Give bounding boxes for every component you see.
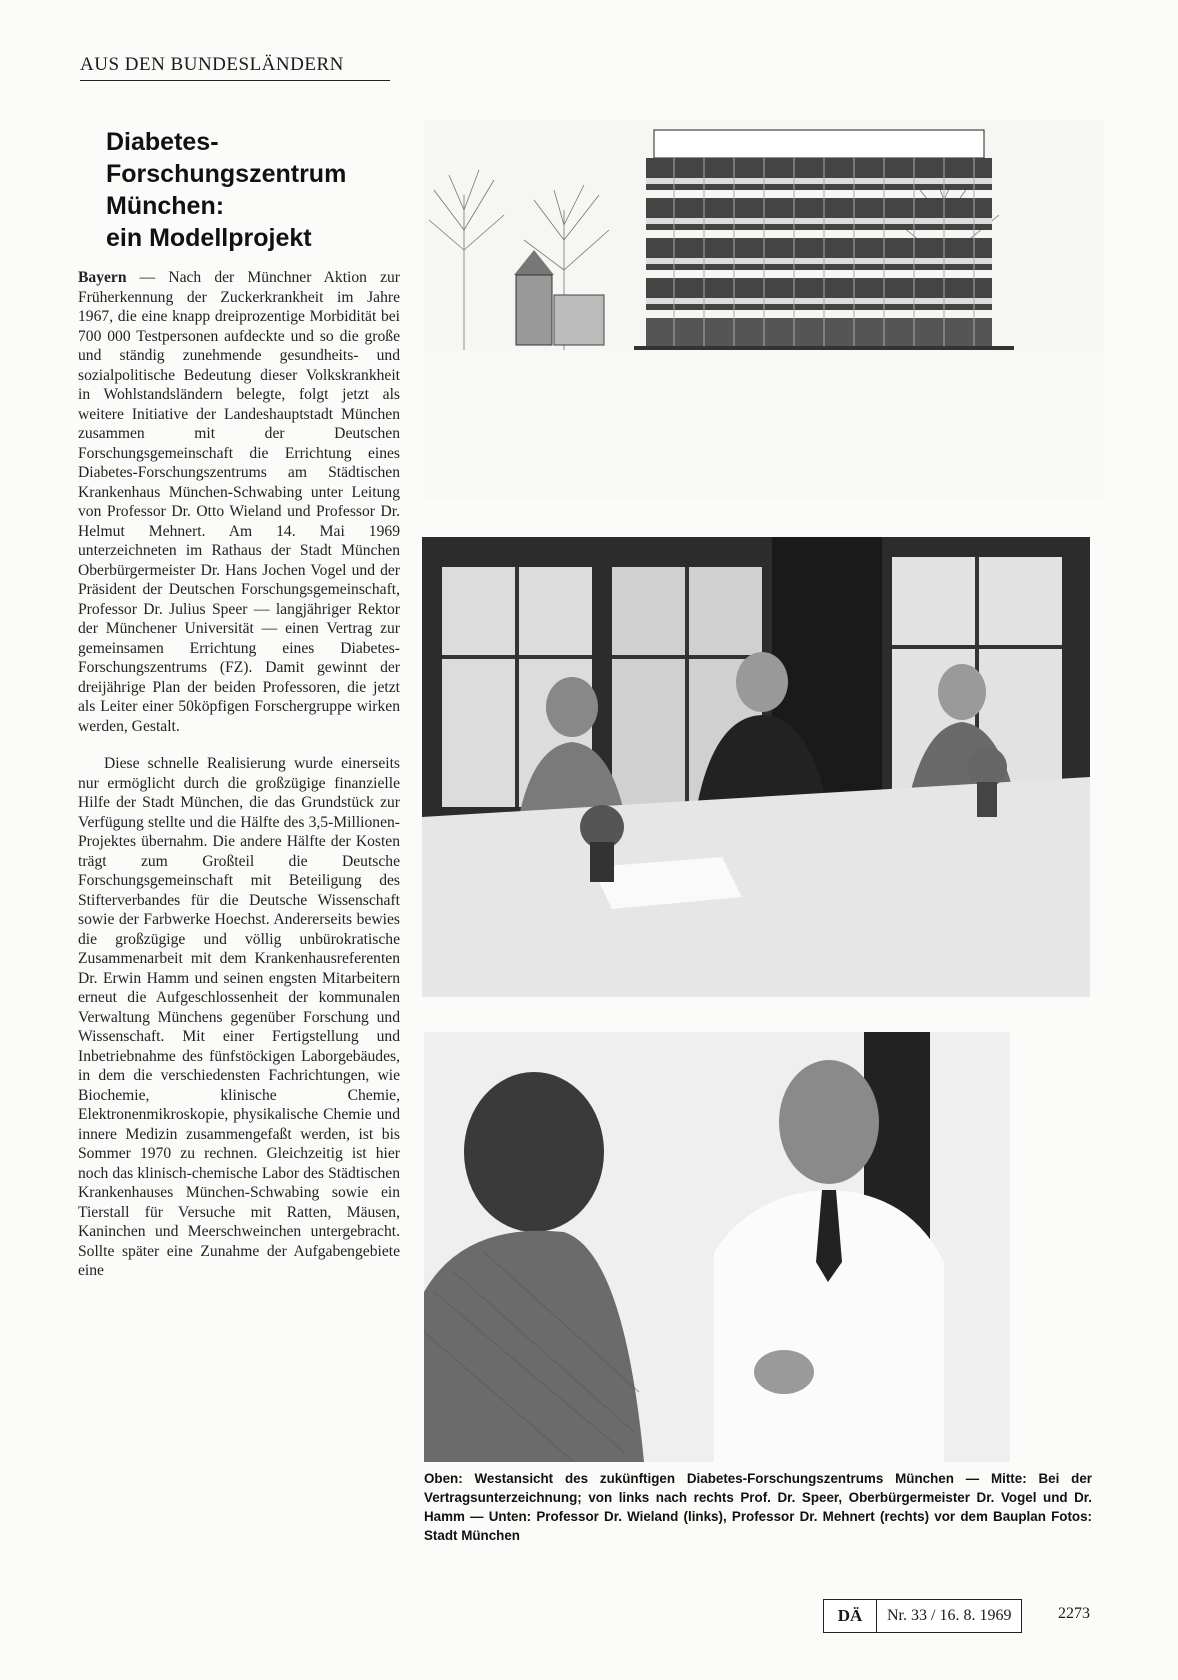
contract-signing-photo-icon xyxy=(422,537,1090,997)
photo-caption: Oben: Westansicht des zukünftigen Diabetes-Forschungszentrums München — Mitte: Bei der Vertragsunterzeichnung; von links nach rechts Prof. Dr. Speer, Oberbürgermeister Dr. Vogel und Dr. Hamm — Unten: Professor Dr. Wieland (links), Professor Dr. Mehnert (rechts) vor dem Bauplan Fotos: Stadt München xyxy=(424,1471,1092,1543)
page-number: 2273 xyxy=(1058,1605,1090,1622)
article-column xyxy=(78,268,400,1281)
headline xyxy=(106,126,406,254)
headline-line: München: xyxy=(106,192,225,220)
issue-info: Nr. 33 / 16. 8. 1969 xyxy=(887,1607,1012,1624)
headline-line: ein Modellprojekt xyxy=(106,224,312,252)
headline-line: Diabetes- xyxy=(106,128,219,156)
footer-box xyxy=(823,1599,1022,1633)
article-paragraph: Diese schnelle Realisierung wurde einerseits nur ermöglicht durch die großzügige finanzielle Hilfe der Stadt München, die das Grundstück zur Verfügung stellte und die Hälfte des 3,5-Millionen-Projektes übernahm. Die andere Hälfte der Kosten trägt zum Großteil die Deutsche Forschungsgemeinschaft mit Beteiligung des Stifterverbandes für die Deutsche Wissenschaft sowie der Farbwerke Hoechst. Andererseits bewies die großzügige und völlig unbürokratische Zusammenarbeit mit dem Krankenhausreferenten Dr. Erwin Hamm und seinen engsten Mitarbeitern erneut die Aufgeschlossenheit der kommunalen Verwaltung Münchens gegenüber Forschung und Wissenschaft. Mit einer Fertigstellung und Inbetriebnahme des fünfstöckigen Laborgebäudes, in dem die verschiedensten Fachrichtungen, wie Biochemie, klinische Chemie, Elektronenmikroskopie, physikalische Chemie und innere Medizin zusammengefaßt werden, ist bis Sommer 1970 zu rechnen. Gleichzeitig ist hier noch das klinisch-chemische Labor des Städtischen Krankenhauses München-Schwabing sowie ein Tierstall für Versuche mit Ratten, Mäusen, Kaninchen und Meerschweinchen untergebracht. Sollte später eine Zunahme der Aufgabengebiete eine xyxy=(78,755,400,1279)
headline-line: Forschungszentrum xyxy=(106,160,347,188)
building-elevation-drawing-icon xyxy=(424,120,1104,500)
dateline: Bayern xyxy=(78,269,127,286)
section-header: AUS DEN BUNDESLÄNDERN xyxy=(80,54,390,81)
article-paragraph xyxy=(78,268,400,736)
journal-abbreviation: DÄ xyxy=(824,1600,877,1632)
two-men-conversation-photo-icon xyxy=(424,1032,1010,1462)
article-text: — Nach der Münchner Aktion zur Früherkennung der Zuckerkrankheit im Jahre 1967, die eine knapp dreiprozentige Morbidität bei 700 000 Testpersonen aufdeckte und so die große und ständig zunehmende gesundheits- und sozialpolitische Bedeutung dieser Volkskrankheit in Wohlstandsländern belegte, folgt jetzt als weitere Initiative der Landeshauptstadt München zusammen mit der Deutschen Forschungsgemeinschaft die Errichtung eines Diabetes-Forschungszentrums am Städtischen Krankenhaus München-Schwabing unter Leitung von Professor Dr. Otto Wieland und Professor Dr. Helmut Mehnert. Am 14. Mai 1969 unterzeichneten im Rathaus der Stadt München Oberbürgermeister Dr. Hans Jochen Vogel und der Präsident der Deutschen Forschungsgemeinschaft, Professor Dr. Julius Speer — langjähriger Rektor der Münchener Universität — einen Vertrag zur gemeinsamen Errichtung eines Diabetes-Forschungszentrums (FZ). Damit gewinnt der dreijährige Plan der beiden Professoren, die jetzt als Leiter einer 50köpfigen Forschergruppe wirken werden, Gestalt. xyxy=(78,269,400,735)
building-floors xyxy=(646,158,992,348)
